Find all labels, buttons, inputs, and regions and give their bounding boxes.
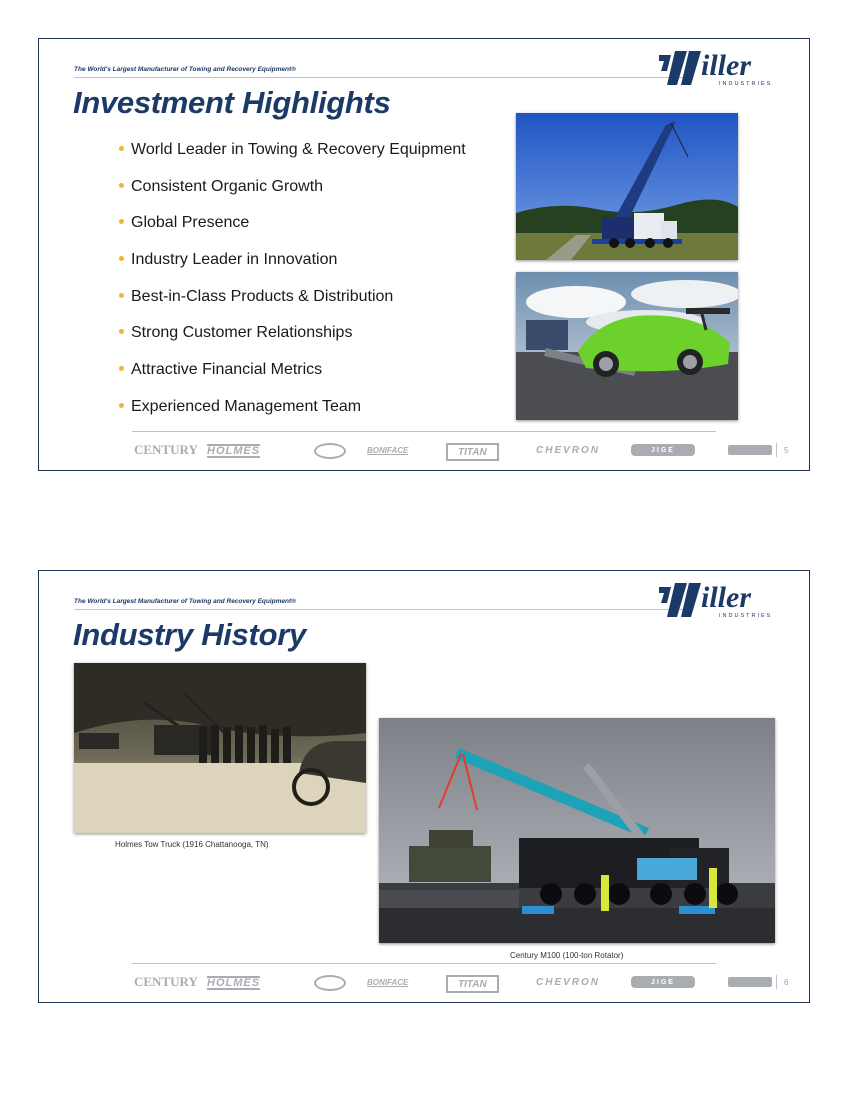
tagline-rule: [74, 609, 689, 610]
miller-logo: [657, 577, 783, 623]
tagline-rule: [74, 77, 689, 78]
tagline: The World's Largest Manufacturer of Towing and Recovery Equipment®: [74, 598, 296, 605]
page-number: 6: [784, 978, 789, 987]
page-separator: [776, 975, 777, 989]
holmes-logo: HOLMES: [207, 445, 261, 457]
bullet-dot: [119, 403, 124, 408]
list-item: Consistent Organic Growth: [119, 178, 466, 215]
list-item: World Leader in Towing & Recovery Equipment: [119, 141, 466, 178]
titan-logo: TITAN: [446, 975, 499, 993]
vulcan-logo: [314, 975, 346, 991]
footer-rule: [132, 963, 716, 964]
jige-logo: JIGE: [631, 444, 695, 456]
footer-rule: [132, 431, 716, 432]
bullet-dot: [119, 366, 124, 371]
chevron-logo: CHEVRON: [536, 976, 601, 988]
century-rotator-photo: [379, 718, 775, 943]
list-item: Strong Customer Relationships: [119, 324, 466, 361]
bullet-dot: [119, 183, 124, 188]
slide-title: Investment Highlights: [73, 85, 391, 120]
bullet-dot: [119, 146, 124, 151]
miller-small-logo: [728, 977, 772, 987]
boniface-logo: BONIFACE: [367, 445, 409, 455]
bullet-dot: [119, 329, 124, 334]
svg-text:INDUSTRIES: INDUSTRIES: [719, 81, 773, 87]
bullet-dot: [119, 219, 124, 224]
page-number: 5: [784, 446, 789, 455]
rotator-truck-photo: [516, 113, 738, 260]
sports-car-photo: [516, 272, 738, 420]
holmes-logo: HOLMES: [207, 977, 261, 989]
page-separator: [776, 443, 777, 457]
century-logo: CENTURY: [134, 442, 198, 457]
svg-text:INDUSTRIES: INDUSTRIES: [719, 613, 773, 619]
bullet-dot: [119, 256, 124, 261]
slide-investment-highlights: [38, 38, 810, 471]
titan-logo: TITAN: [446, 443, 499, 461]
list-item: Experienced Management Team: [119, 398, 466, 435]
slide-title: Industry History: [73, 617, 306, 652]
list-item: Global Presence: [119, 214, 466, 251]
brand-logo-strip: [134, 440, 794, 462]
svg-text:iller: iller: [701, 49, 751, 82]
list-item: Best-in-Class Products & Distribution: [119, 288, 466, 325]
tagline: The World's Largest Manufacturer of Towing and Recovery Equipment®: [74, 66, 296, 73]
jige-logo: JIGE: [631, 976, 695, 988]
holmes-historic-photo: [74, 663, 366, 833]
chevron-logo: CHEVRON: [536, 444, 601, 456]
photo-caption: Century M100 (100-ton Rotator): [510, 951, 624, 960]
slide-industry-history: [38, 570, 810, 1003]
miller-logo: [657, 45, 783, 91]
century-logo: CENTURY: [134, 974, 198, 989]
bullet-dot: [119, 293, 124, 298]
list-item: Industry Leader in Innovation: [119, 251, 466, 288]
list-item: Attractive Financial Metrics: [119, 361, 466, 398]
photo-caption: Holmes Tow Truck (1916 Chattanooga, TN): [115, 840, 269, 849]
svg-text:iller: iller: [701, 581, 751, 614]
boniface-logo: BONIFACE: [367, 977, 409, 987]
highlights-list: [119, 141, 466, 435]
vulcan-logo: [314, 443, 346, 459]
miller-small-logo: [728, 445, 772, 455]
brand-logo-strip: [134, 972, 794, 994]
